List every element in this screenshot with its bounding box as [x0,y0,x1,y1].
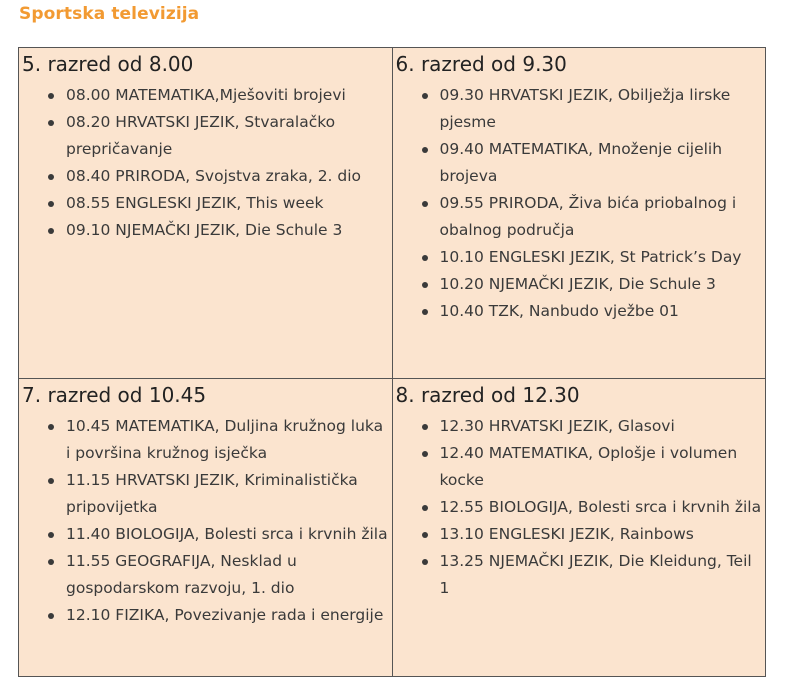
bullet-icon [422,255,428,261]
lesson-text: 12.10 FIZIKA, Povezivanje rada i energije [66,605,384,624]
bullet-icon [48,228,54,234]
grade-heading: 5. razred od 8.00 [22,52,194,76]
list-item [440,413,764,440]
lesson-text: 11.55 GEOGRAFIJA, Nesklad u gospodarskom razvoju, 1. dio [66,551,297,597]
bullet-icon [422,532,428,538]
lesson-text: 12.55 BIOLOGIJA, Bolesti srca i krvnih žila [439,497,762,516]
list-item [66,163,390,190]
list-item [440,521,764,548]
bullet-icon [422,559,428,565]
table-row [19,378,766,676]
list-item [440,82,764,136]
grade-cell-5 [19,48,393,379]
lesson-text: 11.15 HRVATSKI JEZIK, Kriminalistička pripovijetka [66,470,358,516]
bullet-icon [48,559,54,565]
list-item [440,271,764,298]
bullet-icon [48,93,54,99]
bullet-icon [422,93,428,99]
lesson-list [22,82,390,244]
lesson-text: 09.55 PRIRODA, Živa bića priobalnog i obalnog područja [439,194,737,239]
lesson-text: 12.40 MATEMATIKA, Oplošje i volumen kocke [439,443,738,489]
list-item [440,244,764,271]
bullet-icon [48,201,54,207]
lesson-text: 13.25 NJEMAČKI JEZIK, Die Kleidung, Teil 1 [439,551,752,597]
grade-heading: 8. razred od 12.30 [395,382,580,407]
list-item [440,548,764,602]
bullet-icon [422,201,428,207]
schedule-table [18,47,766,677]
list-item [66,602,390,629]
list-item [66,548,390,602]
grade-heading: 6. razred od 9.30 [395,52,567,76]
list-item [66,413,390,467]
lesson-text: 10.10 ENGLESKI JEZIK, St Patrick’s Day [439,248,742,266]
grade-cell-6 [392,48,766,379]
lesson-text: 09.30 HRVATSKI JEZIK, Obilježja lirske pjesme [439,86,731,131]
bullet-icon [48,613,54,619]
list-item [66,217,390,244]
lesson-text: 08.40 PRIRODA, Svojstva zraka, 2. dio [66,167,362,185]
lesson-text: 13.10 ENGLESKI JEZIK, Rainbows [439,524,694,543]
grade-cell-7 [19,378,393,676]
list-item [66,521,390,548]
list-item [66,190,390,217]
lesson-text: 12.30 HRVATSKI JEZIK, Glasovi [439,416,675,435]
lesson-text: 08.55 ENGLESKI JEZIK, This week [66,194,324,212]
lesson-text: 09.40 MATEMATIKA, Množenje cijelih brojeva [439,140,723,185]
list-item [440,136,764,190]
lesson-text: 10.20 NJEMAČKI JEZIK, Die Schule 3 [439,275,716,293]
table-row [19,48,766,379]
bullet-icon [48,424,54,430]
list-item [440,190,764,244]
lesson-list [396,413,764,602]
lesson-text: 09.10 NJEMAČKI JEZIK, Die Schule 3 [66,221,343,239]
grade-heading: 7. razred od 10.45 [22,382,207,407]
list-item [440,440,764,494]
lesson-text: 11.40 BIOLOGIJA, Bolesti srca i krvnih žila [66,524,388,543]
list-item [440,494,764,521]
list-item [66,109,390,163]
lesson-text: 08.00 MATEMATIKA,Mješoviti brojevi [66,86,346,104]
lesson-list [396,82,764,325]
lesson-text: 10.45 MATEMATIKA, Duljina kružnog luka i površina kružnog isječka [66,416,384,462]
list-item [440,298,764,325]
lesson-list [22,413,390,629]
bullet-icon [422,282,428,288]
bullet-icon [422,309,428,315]
grade-cell-8 [392,378,766,676]
bullet-icon [422,505,428,511]
list-item [66,467,390,521]
page-title: Sportska televizija [19,4,200,24]
bullet-icon [422,147,428,153]
bullet-icon [48,174,54,180]
bullet-icon [48,120,54,126]
bullet-icon [48,532,54,538]
bullet-icon [48,478,54,484]
bullet-icon [422,451,428,457]
bullet-icon [422,424,428,430]
list-item [66,82,390,109]
lesson-text: 08.20 HRVATSKI JEZIK, Stvaralačko prepričavanje [66,113,336,158]
lesson-text: 10.40 TZK, Nanbudo vježbe 01 [439,302,679,320]
